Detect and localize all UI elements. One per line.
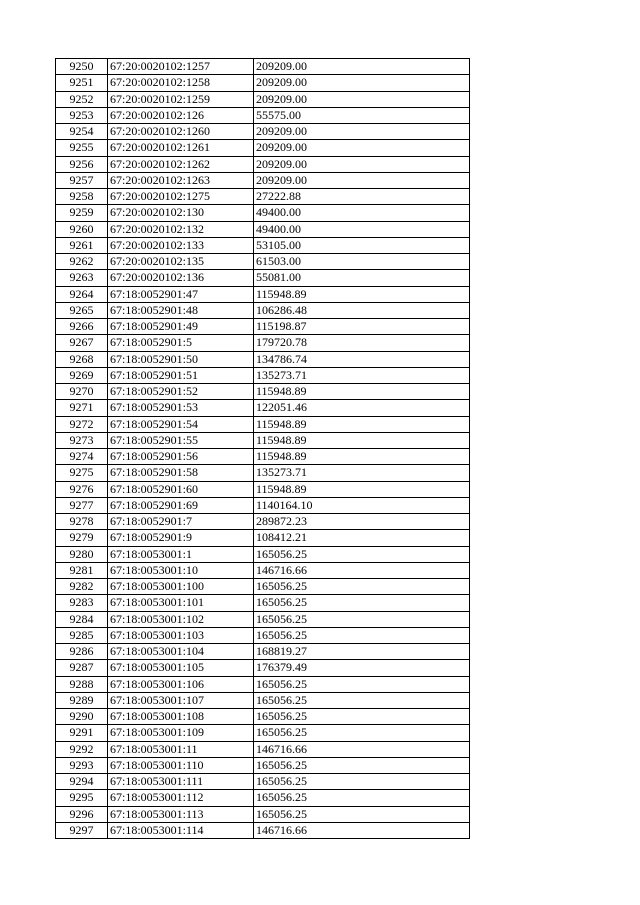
table-row xyxy=(56,221,470,237)
cadastral-number-cell: 67:18:0052901:54 xyxy=(108,416,254,432)
row-number-cell: 9268 xyxy=(56,351,108,367)
row-number-cell: 9253 xyxy=(56,107,108,123)
table-row xyxy=(56,465,470,481)
row-number-cell: 9285 xyxy=(56,627,108,643)
cadastral-number-cell: 67:20:0020102:133 xyxy=(108,237,254,253)
value-cell: 115198.87 xyxy=(254,319,470,335)
value-cell: 108412.21 xyxy=(254,530,470,546)
table-row xyxy=(56,757,470,773)
cadastral-number-cell: 67:18:0053001:114 xyxy=(108,822,254,838)
value-cell: 106286.48 xyxy=(254,302,470,318)
row-number-cell: 9293 xyxy=(56,757,108,773)
row-number-cell: 9279 xyxy=(56,530,108,546)
row-number-cell: 9273 xyxy=(56,432,108,448)
table-row xyxy=(56,546,470,562)
value-cell: 209209.00 xyxy=(254,75,470,91)
row-number-cell: 9282 xyxy=(56,579,108,595)
table-row xyxy=(56,75,470,91)
row-number-cell: 9296 xyxy=(56,806,108,822)
value-cell: 61503.00 xyxy=(254,254,470,270)
table-row xyxy=(56,140,470,156)
cadastral-number-cell: 67:18:0053001:104 xyxy=(108,644,254,660)
table-row xyxy=(56,351,470,367)
cadastral-number-cell: 67:18:0053001:107 xyxy=(108,692,254,708)
cadastral-number-cell: 67:20:0020102:1275 xyxy=(108,189,254,205)
row-number-cell: 9297 xyxy=(56,822,108,838)
value-cell: 1140164.10 xyxy=(254,497,470,513)
row-number-cell: 9295 xyxy=(56,790,108,806)
table-row xyxy=(56,774,470,790)
value-cell: 134786.74 xyxy=(254,351,470,367)
cadastral-number-cell: 67:18:0052901:5 xyxy=(108,335,254,351)
table-row xyxy=(56,400,470,416)
value-cell: 55575.00 xyxy=(254,107,470,123)
cadastral-number-cell: 67:18:0053001:102 xyxy=(108,611,254,627)
cadastral-number-cell: 67:18:0053001:11 xyxy=(108,741,254,757)
cadastral-number-cell: 67:18:0052901:52 xyxy=(108,384,254,400)
value-cell: 165056.25 xyxy=(254,725,470,741)
table-row xyxy=(56,432,470,448)
value-cell: 165056.25 xyxy=(254,579,470,595)
table-row xyxy=(56,725,470,741)
value-cell: 115948.89 xyxy=(254,481,470,497)
table-row xyxy=(56,790,470,806)
cadastral-number-cell: 67:18:0053001:110 xyxy=(108,757,254,773)
value-cell: 209209.00 xyxy=(254,140,470,156)
table-row xyxy=(56,107,470,123)
cadastral-number-cell: 67:20:0020102:132 xyxy=(108,221,254,237)
table-row xyxy=(56,741,470,757)
cadastral-number-cell: 67:18:0052901:7 xyxy=(108,514,254,530)
value-cell: 115948.89 xyxy=(254,416,470,432)
table-row xyxy=(56,627,470,643)
value-cell: 289872.23 xyxy=(254,514,470,530)
cadastral-number-cell: 67:18:0052901:50 xyxy=(108,351,254,367)
row-number-cell: 9280 xyxy=(56,546,108,562)
table-row xyxy=(56,530,470,546)
row-number-cell: 9269 xyxy=(56,367,108,383)
value-cell: 146716.66 xyxy=(254,822,470,838)
value-cell: 209209.00 xyxy=(254,59,470,75)
cadastral-number-cell: 67:18:0053001:109 xyxy=(108,725,254,741)
cadastral-number-cell: 67:18:0052901:69 xyxy=(108,497,254,513)
value-cell: 49400.00 xyxy=(254,221,470,237)
table-row xyxy=(56,319,470,335)
value-cell: 165056.25 xyxy=(254,692,470,708)
value-cell: 146716.66 xyxy=(254,562,470,578)
value-cell: 49400.00 xyxy=(254,205,470,221)
cadastral-number-cell: 67:18:0052901:55 xyxy=(108,432,254,448)
value-cell: 209209.00 xyxy=(254,124,470,140)
value-cell: 115948.89 xyxy=(254,449,470,465)
row-number-cell: 9252 xyxy=(56,91,108,107)
row-number-cell: 9265 xyxy=(56,302,108,318)
table-row xyxy=(56,254,470,270)
table-row xyxy=(56,124,470,140)
value-cell: 209209.00 xyxy=(254,172,470,188)
table-row xyxy=(56,644,470,660)
value-cell: 165056.25 xyxy=(254,627,470,643)
value-cell: 165056.25 xyxy=(254,595,470,611)
row-number-cell: 9272 xyxy=(56,416,108,432)
table-row xyxy=(56,335,470,351)
table-row xyxy=(56,611,470,627)
value-cell: 179720.78 xyxy=(254,335,470,351)
cadastral-number-cell: 67:18:0052901:49 xyxy=(108,319,254,335)
cadastral-number-cell: 67:18:0053001:111 xyxy=(108,774,254,790)
row-number-cell: 9264 xyxy=(56,286,108,302)
table-row xyxy=(56,481,470,497)
row-number-cell: 9270 xyxy=(56,384,108,400)
cadastral-number-cell: 67:20:0020102:126 xyxy=(108,107,254,123)
row-number-cell: 9276 xyxy=(56,481,108,497)
value-cell: 55081.00 xyxy=(254,270,470,286)
cadastral-number-cell: 67:18:0053001:10 xyxy=(108,562,254,578)
cadastral-number-cell: 67:18:0053001:105 xyxy=(108,660,254,676)
table-row xyxy=(56,595,470,611)
row-number-cell: 9291 xyxy=(56,725,108,741)
cadastral-number-cell: 67:18:0052901:53 xyxy=(108,400,254,416)
cadastral-number-cell: 67:18:0052901:60 xyxy=(108,481,254,497)
cadastral-number-cell: 67:20:0020102:135 xyxy=(108,254,254,270)
row-number-cell: 9254 xyxy=(56,124,108,140)
row-number-cell: 9256 xyxy=(56,156,108,172)
value-cell: 115948.89 xyxy=(254,286,470,302)
row-number-cell: 9277 xyxy=(56,497,108,513)
row-number-cell: 9292 xyxy=(56,741,108,757)
cadastral-number-cell: 67:20:0020102:130 xyxy=(108,205,254,221)
value-cell: 165056.25 xyxy=(254,611,470,627)
table-row xyxy=(56,416,470,432)
value-cell: 165056.25 xyxy=(254,546,470,562)
row-number-cell: 9251 xyxy=(56,75,108,91)
table-row xyxy=(56,59,470,75)
table-row xyxy=(56,156,470,172)
value-cell: 176379.49 xyxy=(254,660,470,676)
row-number-cell: 9290 xyxy=(56,709,108,725)
cadastral-number-cell: 67:18:0052901:47 xyxy=(108,286,254,302)
value-cell: 165056.25 xyxy=(254,676,470,692)
value-cell: 165056.25 xyxy=(254,774,470,790)
cadastral-number-cell: 67:20:0020102:136 xyxy=(108,270,254,286)
value-cell: 165056.25 xyxy=(254,806,470,822)
value-cell: 168819.27 xyxy=(254,644,470,660)
value-cell: 53105.00 xyxy=(254,237,470,253)
row-number-cell: 9274 xyxy=(56,449,108,465)
cadastral-number-cell: 67:18:0053001:112 xyxy=(108,790,254,806)
cadastral-number-cell: 67:20:0020102:1262 xyxy=(108,156,254,172)
row-number-cell: 9288 xyxy=(56,676,108,692)
table-row xyxy=(56,562,470,578)
cadastral-number-cell: 67:18:0053001:108 xyxy=(108,709,254,725)
table-row xyxy=(56,237,470,253)
table-row xyxy=(56,302,470,318)
value-cell: 146716.66 xyxy=(254,741,470,757)
cadastral-number-cell: 67:20:0020102:1263 xyxy=(108,172,254,188)
table-row xyxy=(56,384,470,400)
value-cell: 165056.25 xyxy=(254,757,470,773)
value-cell: 115948.89 xyxy=(254,432,470,448)
table-row xyxy=(56,822,470,838)
row-number-cell: 9263 xyxy=(56,270,108,286)
row-number-cell: 9259 xyxy=(56,205,108,221)
cadastral-number-cell: 67:18:0052901:48 xyxy=(108,302,254,318)
value-cell: 135273.71 xyxy=(254,465,470,481)
row-number-cell: 9258 xyxy=(56,189,108,205)
value-cell: 165056.25 xyxy=(254,709,470,725)
row-number-cell: 9284 xyxy=(56,611,108,627)
row-number-cell: 9271 xyxy=(56,400,108,416)
row-number-cell: 9262 xyxy=(56,254,108,270)
cadastral-number-cell: 67:20:0020102:1257 xyxy=(108,59,254,75)
table-row xyxy=(56,806,470,822)
table-row xyxy=(56,709,470,725)
table-row xyxy=(56,676,470,692)
row-number-cell: 9257 xyxy=(56,172,108,188)
cadastral-number-cell: 67:18:0053001:106 xyxy=(108,676,254,692)
row-number-cell: 9286 xyxy=(56,644,108,660)
table-row xyxy=(56,514,470,530)
data-table xyxy=(55,58,470,839)
value-cell: 209209.00 xyxy=(254,156,470,172)
value-cell: 209209.00 xyxy=(254,91,470,107)
row-number-cell: 9289 xyxy=(56,692,108,708)
table-row xyxy=(56,660,470,676)
row-number-cell: 9275 xyxy=(56,465,108,481)
value-cell: 115948.89 xyxy=(254,384,470,400)
cadastral-number-cell: 67:18:0052901:9 xyxy=(108,530,254,546)
table-row xyxy=(56,189,470,205)
cadastral-number-cell: 67:18:0053001:113 xyxy=(108,806,254,822)
cadastral-number-cell: 67:18:0052901:58 xyxy=(108,465,254,481)
cadastral-number-cell: 67:20:0020102:1261 xyxy=(108,140,254,156)
table-row xyxy=(56,270,470,286)
row-number-cell: 9287 xyxy=(56,660,108,676)
cadastral-number-cell: 67:20:0020102:1258 xyxy=(108,75,254,91)
cadastral-number-cell: 67:18:0053001:103 xyxy=(108,627,254,643)
value-cell: 165056.25 xyxy=(254,790,470,806)
cadastral-number-cell: 67:18:0053001:101 xyxy=(108,595,254,611)
table-row xyxy=(56,692,470,708)
cadastral-number-cell: 67:20:0020102:1260 xyxy=(108,124,254,140)
cadastral-number-cell: 67:18:0053001:1 xyxy=(108,546,254,562)
value-cell: 27222.88 xyxy=(254,189,470,205)
table-row xyxy=(56,91,470,107)
table-row xyxy=(56,205,470,221)
cadastral-number-cell: 67:20:0020102:1259 xyxy=(108,91,254,107)
table-row xyxy=(56,497,470,513)
value-cell: 135273.71 xyxy=(254,367,470,383)
row-number-cell: 9260 xyxy=(56,221,108,237)
table-row xyxy=(56,172,470,188)
row-number-cell: 9267 xyxy=(56,335,108,351)
row-number-cell: 9294 xyxy=(56,774,108,790)
table-body xyxy=(56,59,470,839)
row-number-cell: 9261 xyxy=(56,237,108,253)
table-row xyxy=(56,367,470,383)
table-row xyxy=(56,286,470,302)
row-number-cell: 9250 xyxy=(56,59,108,75)
table-row xyxy=(56,449,470,465)
row-number-cell: 9255 xyxy=(56,140,108,156)
cadastral-number-cell: 67:18:0052901:56 xyxy=(108,449,254,465)
table-row xyxy=(56,579,470,595)
row-number-cell: 9283 xyxy=(56,595,108,611)
row-number-cell: 9278 xyxy=(56,514,108,530)
row-number-cell: 9266 xyxy=(56,319,108,335)
cadastral-number-cell: 67:18:0052901:51 xyxy=(108,367,254,383)
cadastral-number-cell: 67:18:0053001:100 xyxy=(108,579,254,595)
value-cell: 122051.46 xyxy=(254,400,470,416)
row-number-cell: 9281 xyxy=(56,562,108,578)
